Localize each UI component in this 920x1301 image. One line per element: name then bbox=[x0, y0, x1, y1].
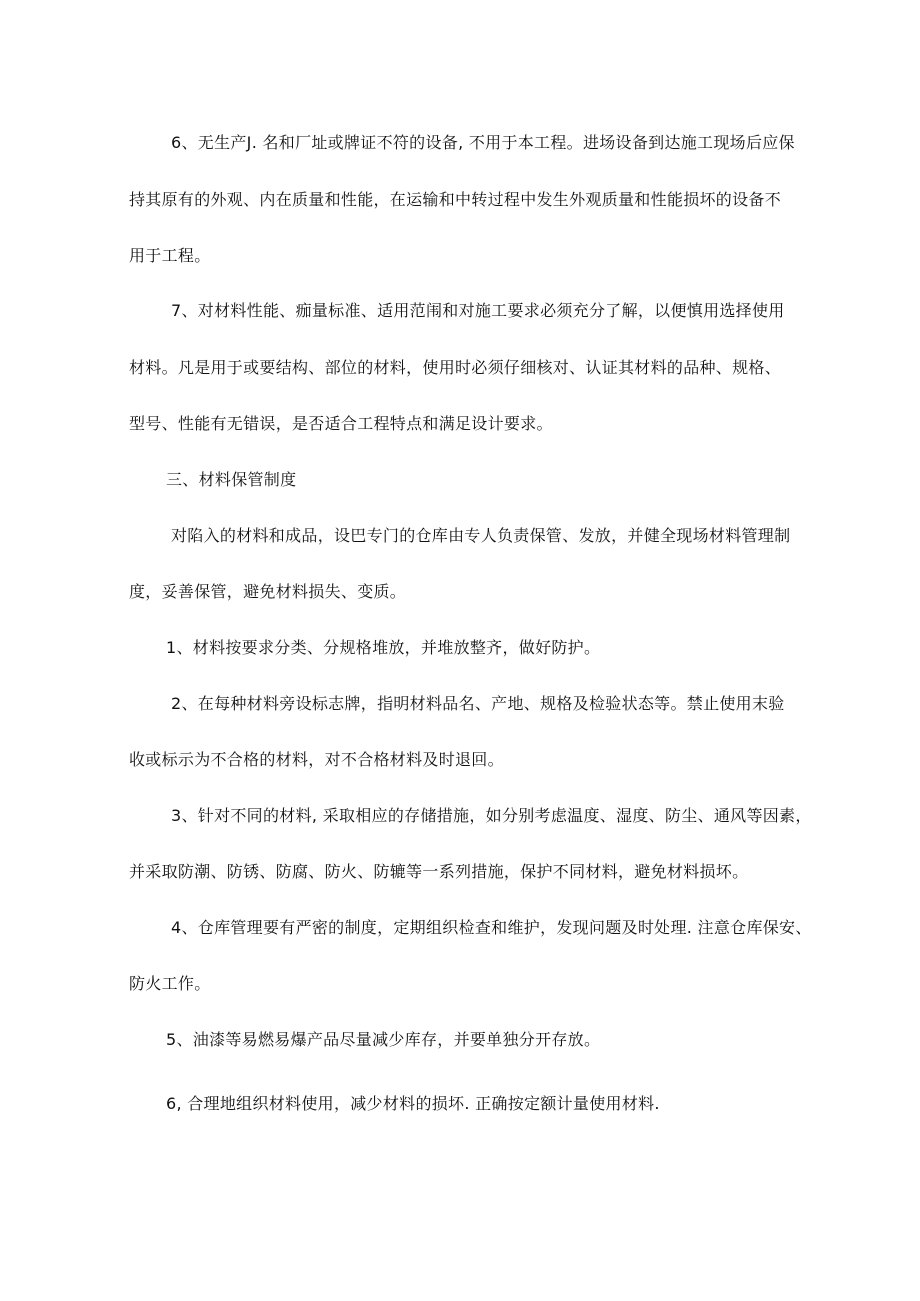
paragraph-rule-1-line-1: 1、材料按要求分类、分规格堆放，并堆放整齐，做好防护。 bbox=[166, 638, 601, 657]
paragraph-item-6-line-1: 6、无生产J. 名和厂址或牌证不符的设备, 不用于本工程。进场设备到达施工现场后应保 bbox=[171, 133, 795, 152]
paragraph-rule-4-line-1: 4、仓库管理要有严密的制度，定期组织检查和维护，发现问题及时处理. 注意仓库保安、 bbox=[171, 918, 812, 937]
paragraph-item-7-line-1: 7、对材料性能、痂量标准、适用范闱和对施工要求必须充分了解，以便慎用选择使用 bbox=[171, 301, 785, 320]
paragraph-rule-2-line-1: 2、在每种材料旁设标志牌，指明材料品名、产地、规格及检验状态等。禁止使用末验 bbox=[171, 694, 785, 713]
paragraph-rule-6-line-1: 6, 合理地组织材料使用，减少材料的损坏. 正确按定额计量使用材料. bbox=[166, 1094, 660, 1113]
paragraph-item-6-line-3: 用于工程。 bbox=[129, 246, 211, 265]
paragraph-rule-3-line-1: 3、针对不同的材料, 采取相应的存储措施，如分别考虑温度、湿度、防尘、通风等因素， bbox=[171, 806, 812, 825]
paragraph-intro-line-1: 对陷入的材料和成品，设巴专门的仓库由专人负责保管、发放，并健全现场材料管理制 bbox=[171, 526, 791, 545]
paragraph-item-7-line-3: 型号、性能有无错误，是否适合工程特点和满足设计要求。 bbox=[129, 414, 553, 433]
paragraph-rule-2-line-2: 收或标示为不合格的材料，对不合格材料及时退回。 bbox=[129, 750, 504, 769]
paragraph-rule-4-line-2: 防火工作。 bbox=[129, 974, 211, 993]
paragraph-item-7-line-2: 材料。凡是用于或要结构、部位的材料，使用时必须仔细核对、认证其材料的品种、规格、 bbox=[129, 358, 782, 377]
paragraph-rule-3-line-2: 并采取防潮、防锈、防腐、防火、防辘等一系列措施，保护不同材料，避免材料损坏。 bbox=[129, 862, 749, 881]
paragraph-item-6-line-2: 持其原有的外观、内在质量和性能，在运输和中转过程中发生外观质量和性能损坏的设备不 bbox=[129, 190, 782, 209]
paragraph-rule-5-line-1: 5、油漆等易燃易爆产品尽量减少库存，并要单独分开存放。 bbox=[166, 1030, 601, 1049]
paragraph-intro-line-2: 度，妥善保管，避免材料损失、变质。 bbox=[129, 582, 407, 601]
section-heading: 三、材料保管制度 bbox=[166, 470, 297, 489]
